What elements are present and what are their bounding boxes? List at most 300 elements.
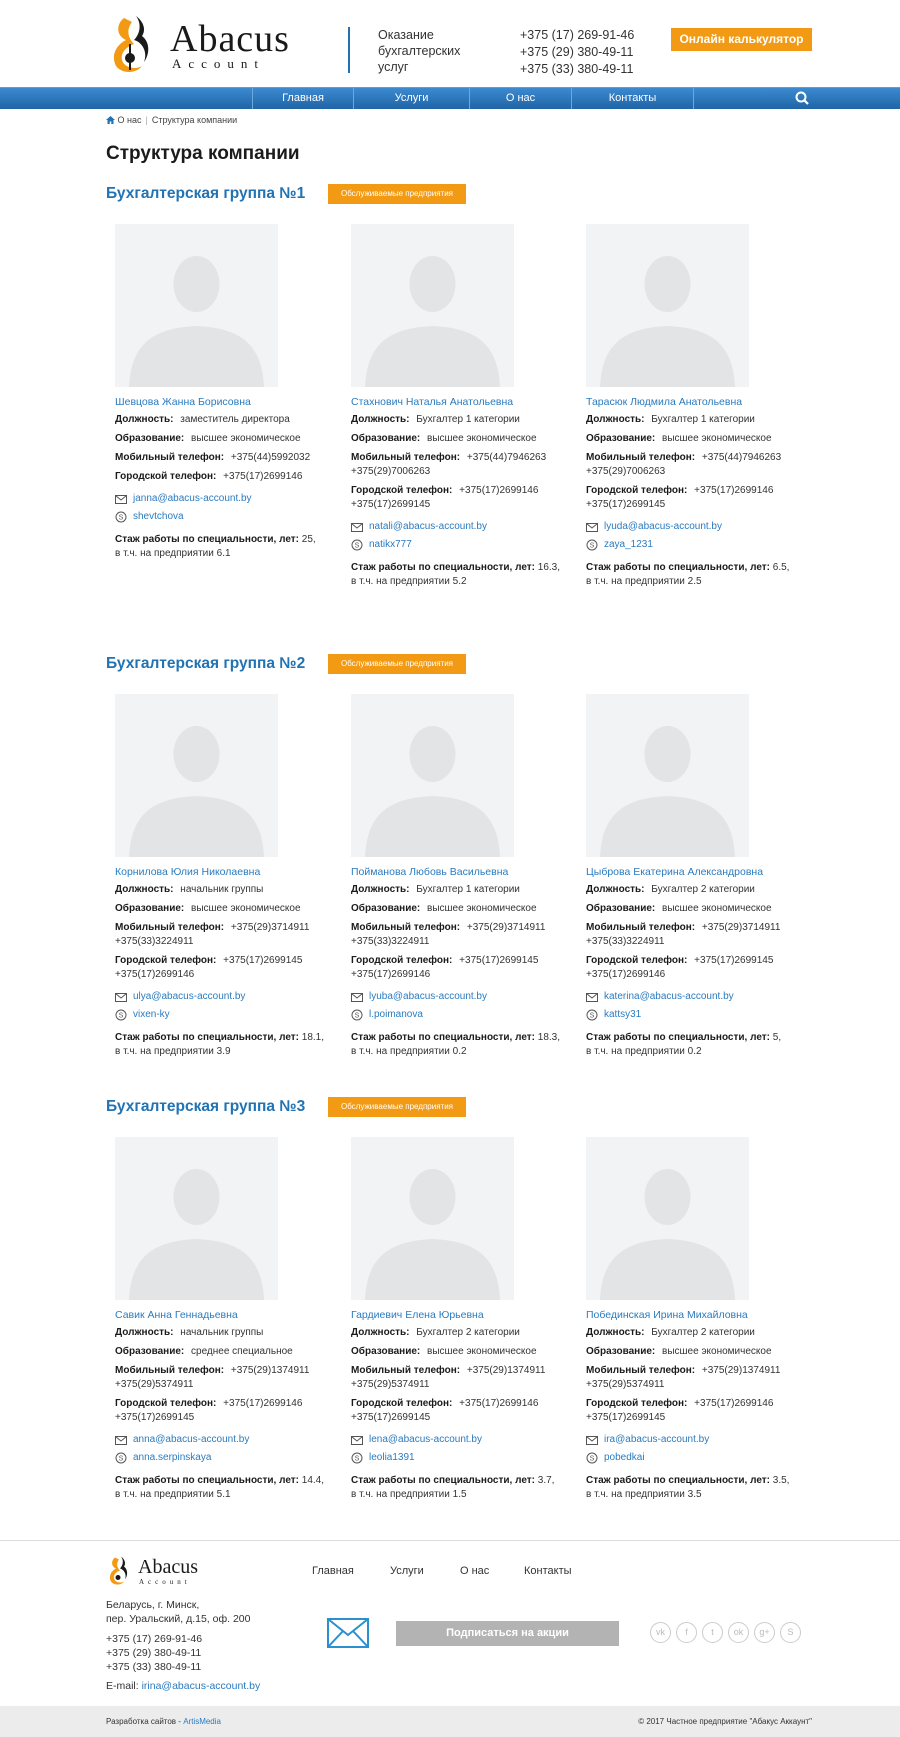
employee-skype[interactable] bbox=[351, 1008, 571, 1022]
experience-company-value: 3.5 bbox=[687, 1489, 702, 1500]
employee-education bbox=[351, 432, 571, 446]
employee-education bbox=[351, 1345, 571, 1359]
skype-link[interactable]: pobedkai bbox=[604, 1452, 645, 1463]
employee-photo bbox=[115, 694, 278, 857]
skype-link[interactable]: natikx777 bbox=[369, 539, 412, 550]
position-label: Должность: bbox=[586, 884, 645, 895]
position-value: Бухгалтер 2 категории bbox=[651, 884, 755, 895]
employee-photo bbox=[586, 224, 749, 387]
experience-label: Стаж работы по специальности, лет: bbox=[351, 562, 535, 573]
avatar-placeholder-icon bbox=[586, 694, 749, 857]
email-link[interactable]: lena@abacus-account.by bbox=[369, 1434, 482, 1445]
employee-card bbox=[351, 224, 571, 589]
employee-email[interactable] bbox=[351, 990, 571, 1004]
employee-city-phone bbox=[586, 484, 806, 512]
facebook-icon[interactable]: f bbox=[676, 1622, 697, 1643]
employee-skype[interactable] bbox=[351, 1451, 571, 1465]
education-value: высшее экономическое bbox=[662, 433, 772, 444]
page-title: Структура компании bbox=[106, 143, 300, 164]
mobile-value: +375(29)3714911 +375(33)3224911 bbox=[586, 922, 781, 947]
position-label: Должность: bbox=[115, 414, 174, 425]
footer-address-line: Беларусь, г. Минск, bbox=[106, 1599, 200, 1611]
employee-city-phone bbox=[115, 954, 335, 982]
employee-position bbox=[351, 1326, 571, 1340]
employee-skype[interactable] bbox=[586, 1008, 806, 1022]
experience-company-value: 6.1 bbox=[216, 548, 231, 559]
email-icon bbox=[351, 1436, 363, 1445]
employee-experience bbox=[115, 1474, 335, 1502]
footer-address-line: пер. Уральский, д.15, оф. 200 bbox=[106, 1613, 251, 1625]
education-value: высшее экономическое bbox=[427, 433, 537, 444]
logo-icon bbox=[106, 14, 166, 76]
svg-text:S: S bbox=[354, 542, 360, 550]
mobile-value: +375(29)3714911 +375(33)3224911 bbox=[115, 922, 310, 947]
employee-experience bbox=[586, 1031, 806, 1059]
education-value: высшее экономическое bbox=[662, 903, 772, 914]
employee-position bbox=[351, 883, 571, 897]
employee-email[interactable] bbox=[586, 1433, 806, 1447]
footer-address bbox=[106, 1598, 250, 1626]
experience-label: Стаж работы по специальности, лет: bbox=[351, 1475, 535, 1486]
city-phone-value: +375(17)2699146 +375(17)2699145 bbox=[586, 1398, 774, 1423]
employee-skype[interactable] bbox=[115, 1008, 335, 1022]
experience-company-value: 5.1 bbox=[216, 1489, 231, 1500]
header-phone[interactable]: +375 (17) 269-91-46 bbox=[520, 28, 635, 42]
experience-value: 6.5, bbox=[772, 562, 790, 573]
avatar-placeholder-icon bbox=[115, 1137, 278, 1300]
header-tagline: Оказание бухгалтерских услуг bbox=[378, 28, 461, 74]
email-link[interactable]: ulya@abacus-account.by bbox=[133, 991, 246, 1002]
employee-education bbox=[351, 902, 571, 916]
employee-name[interactable]: Цыброва Екатерина Александровна bbox=[586, 866, 764, 878]
employee-photo bbox=[351, 694, 514, 857]
breadcrumb-current: Структура компании bbox=[151, 115, 238, 125]
bottom-bar bbox=[0, 1706, 900, 1737]
svg-text:S: S bbox=[589, 1455, 595, 1463]
employee-email[interactable] bbox=[115, 990, 335, 1004]
employee-name[interactable]: Шевцова Жанна Борисовна bbox=[115, 396, 251, 408]
experience-label: Стаж работы по специальности, лет: bbox=[115, 1032, 299, 1043]
employee-name[interactable]: Пойманова Любовь Васильевна bbox=[351, 866, 509, 878]
svg-text:S: S bbox=[118, 514, 124, 522]
experience-label: Стаж работы по специальности, лет: bbox=[351, 1032, 535, 1043]
skype-icon bbox=[115, 1452, 127, 1464]
experience-label: Стаж работы по специальности, лет: bbox=[586, 1032, 770, 1043]
experience-company-label: в т.ч. на предприятии bbox=[586, 1489, 685, 1500]
employee-education bbox=[115, 1345, 335, 1359]
employee-skype[interactable] bbox=[586, 1451, 806, 1465]
employee-position bbox=[586, 883, 806, 897]
developer-credit bbox=[106, 1717, 221, 1726]
mobile-value: +375(44)5992032 bbox=[230, 452, 311, 463]
skype-icon bbox=[351, 1452, 363, 1464]
svg-text:S: S bbox=[118, 1012, 124, 1020]
employee-skype[interactable] bbox=[115, 1451, 335, 1465]
employee-experience bbox=[586, 561, 806, 589]
email-link[interactable]: katerina@abacus-account.by bbox=[604, 991, 734, 1002]
experience-label: Стаж работы по специальности, лет: bbox=[586, 1475, 770, 1486]
position-label: Должность: bbox=[351, 414, 410, 425]
experience-value: 14.4, bbox=[301, 1475, 325, 1486]
experience-company-label: в т.ч. на предприятии bbox=[586, 576, 685, 587]
footer-logo-text: Abacus bbox=[138, 1556, 198, 1578]
skype-icon bbox=[115, 1009, 127, 1021]
footer-email-label: E-mail: bbox=[106, 1680, 139, 1692]
footer-logo[interactable] bbox=[106, 1553, 216, 1589]
position-value: Бухгалтер 2 категории bbox=[651, 1327, 755, 1338]
employee-photo bbox=[586, 1137, 749, 1300]
education-label: Образование: bbox=[351, 1346, 421, 1357]
city-phone-value: +375(17)2699146 +375(17)2699145 bbox=[115, 1398, 303, 1423]
email-link[interactable]: lyuda@abacus-account.by bbox=[604, 521, 722, 532]
employee-position bbox=[115, 883, 335, 897]
education-label: Образование: bbox=[586, 433, 656, 444]
employee-skype[interactable] bbox=[586, 538, 806, 552]
header-phone[interactable]: +375 (33) 380-49-11 bbox=[520, 62, 634, 76]
employee-experience bbox=[115, 1031, 335, 1059]
employee-mobile bbox=[586, 921, 806, 949]
employee-skype[interactable] bbox=[115, 510, 335, 524]
employee-card bbox=[351, 1137, 571, 1502]
experience-company-label: в т.ч. на предприятии bbox=[351, 576, 450, 587]
position-label: Должность: bbox=[351, 884, 410, 895]
skype-icon bbox=[586, 1009, 598, 1021]
employee-card bbox=[115, 1137, 335, 1502]
breadcrumb-separator: | bbox=[145, 115, 148, 125]
experience-company-label: в т.ч. на предприятии bbox=[351, 1046, 450, 1057]
experience-value: 16.3, bbox=[537, 562, 561, 573]
developer-link[interactable]: ArtisMedia bbox=[183, 1717, 221, 1726]
svg-text:S: S bbox=[354, 1455, 360, 1463]
skype-link[interactable]: vixen-ky bbox=[133, 1009, 170, 1020]
education-label: Образование: bbox=[351, 433, 421, 444]
education-label: Образование: bbox=[586, 1346, 656, 1357]
position-value: начальник группы bbox=[180, 1327, 264, 1338]
skype-icon bbox=[586, 539, 598, 551]
employee-photo bbox=[351, 224, 514, 387]
employee-card bbox=[115, 224, 335, 561]
email-icon bbox=[586, 1436, 598, 1445]
mobile-label: Мобильный телефон: bbox=[586, 922, 696, 933]
position-value: Бухгалтер 1 категории bbox=[416, 414, 520, 425]
vk-icon[interactable]: vk bbox=[650, 1622, 671, 1643]
avatar-placeholder-icon bbox=[351, 224, 514, 387]
envelope-icon bbox=[327, 1618, 369, 1648]
footer-nav-services[interactable]: Услуги bbox=[390, 1565, 424, 1577]
mobile-label: Мобильный телефон: bbox=[351, 452, 461, 463]
skype-icon bbox=[351, 539, 363, 551]
mobile-value: +375(29)1374911 +375(29)5374911 bbox=[586, 1365, 781, 1390]
employee-position bbox=[115, 413, 335, 427]
city-phone-label: Городской телефон: bbox=[351, 485, 453, 496]
footer-nav-about[interactable]: О нас bbox=[460, 1565, 490, 1577]
breadcrumb-about-link[interactable]: О нас bbox=[117, 115, 142, 125]
main-nav bbox=[0, 87, 900, 109]
mobile-label: Мобильный телефон: bbox=[351, 1365, 461, 1376]
city-phone-value: +375(17)2699145 +375(17)2699146 bbox=[586, 955, 774, 980]
nav-item-about[interactable]: О нас bbox=[470, 88, 572, 109]
svg-text:S: S bbox=[118, 1455, 124, 1463]
footer-email-link[interactable]: irina@abacus-account.by bbox=[141, 1680, 261, 1692]
odnoklassniki-icon[interactable]: ok bbox=[728, 1622, 749, 1643]
logo-subtitle: Account bbox=[172, 56, 266, 71]
email-link[interactable]: natali@abacus-account.by bbox=[369, 521, 487, 532]
avatar-placeholder-icon bbox=[115, 694, 278, 857]
employee-mobile bbox=[586, 451, 806, 479]
skype-link[interactable]: zaya_1231 bbox=[604, 539, 653, 550]
position-label: Должность: bbox=[351, 1327, 410, 1338]
developer-label: Разработка сайтов - bbox=[106, 1717, 181, 1726]
served-companies-button[interactable]: Обслуживаемые предприятия bbox=[328, 184, 466, 204]
served-companies-button[interactable]: Обслуживаемые предприятия bbox=[328, 1097, 466, 1117]
header bbox=[0, 0, 900, 87]
employee-city-phone bbox=[115, 470, 335, 484]
search-icon[interactable] bbox=[795, 91, 809, 105]
logo-text: Abacus bbox=[170, 18, 290, 60]
mobile-label: Мобильный телефон: bbox=[115, 452, 225, 463]
employee-education bbox=[586, 902, 806, 916]
employee-name[interactable]: Корнилова Юлия Николаевна bbox=[115, 866, 261, 878]
experience-company-label: в т.ч. на предприятии bbox=[115, 1489, 214, 1500]
education-value: высшее экономическое bbox=[427, 903, 537, 914]
experience-value: 18.3, bbox=[537, 1032, 561, 1043]
footer-phones bbox=[106, 1632, 202, 1674]
footer-email bbox=[106, 1680, 260, 1692]
mobile-value: +375(44)7946263 +375(29)7006263 bbox=[351, 452, 547, 477]
employee-city-phone bbox=[586, 954, 806, 982]
city-phone-value: +375(17)2699146 +375(17)2699145 bbox=[351, 485, 539, 510]
employee-email[interactable] bbox=[351, 520, 571, 534]
footer-phone[interactable]: +375 (17) 269-91-46 bbox=[106, 1633, 203, 1645]
copyright: © 2017 Частное предприятие "Абакус Аккаунт" bbox=[638, 1717, 812, 1726]
subscribe-button[interactable]: Подписаться на акции bbox=[396, 1621, 619, 1646]
group-title: Бухгалтерская группа №1 bbox=[106, 185, 306, 202]
position-value: Бухгалтер 2 категории bbox=[416, 1327, 520, 1338]
mobile-value: +375(29)1374911 +375(29)5374911 bbox=[115, 1365, 310, 1390]
footer-logo-icon bbox=[106, 1553, 136, 1589]
header-phone[interactable]: +375 (29) 380-49-11 bbox=[520, 45, 634, 59]
svg-text:S: S bbox=[589, 1012, 595, 1020]
mobile-label: Мобильный телефон: bbox=[115, 922, 225, 933]
mobile-label: Мобильный телефон: bbox=[586, 452, 696, 463]
city-phone-label: Городской телефон: bbox=[586, 955, 688, 966]
svg-text:S: S bbox=[354, 1012, 360, 1020]
employee-email[interactable] bbox=[115, 492, 335, 506]
experience-company-label: в т.ч. на предприятии bbox=[586, 1046, 685, 1057]
employee-name[interactable]: Тарасюк Людмила Анатольевна bbox=[586, 396, 743, 408]
employee-photo bbox=[115, 224, 278, 387]
nav-item-contacts[interactable]: Контакты bbox=[572, 88, 694, 109]
experience-value: 18.1, bbox=[301, 1032, 325, 1043]
city-phone-label: Городской телефон: bbox=[351, 1398, 453, 1409]
employee-city-phone bbox=[115, 1397, 335, 1425]
email-icon bbox=[351, 993, 363, 1002]
experience-label: Стаж работы по специальности, лет: bbox=[115, 534, 299, 545]
experience-company-value: 2.5 bbox=[687, 576, 702, 587]
header-divider bbox=[348, 27, 350, 73]
employee-email[interactable] bbox=[586, 990, 806, 1004]
experience-company-value: 3.9 bbox=[216, 1046, 231, 1057]
mobile-value: +375(29)1374911 +375(29)5374911 bbox=[351, 1365, 546, 1390]
email-icon bbox=[586, 523, 598, 532]
education-value: высшее экономическое bbox=[662, 1346, 772, 1357]
city-phone-label: Городской телефон: bbox=[115, 1398, 217, 1409]
served-companies-button[interactable]: Обслуживаемые предприятия bbox=[328, 654, 466, 674]
employee-position bbox=[586, 1326, 806, 1340]
position-value: Бухгалтер 1 категории bbox=[416, 884, 520, 895]
employee-photo bbox=[115, 1137, 278, 1300]
email-link[interactable]: janna@abacus-account.by bbox=[133, 493, 252, 504]
employee-position bbox=[351, 413, 571, 427]
email-link[interactable]: lyuba@abacus-account.by bbox=[369, 991, 487, 1002]
employee-card bbox=[586, 694, 806, 1059]
avatar-placeholder-icon bbox=[586, 224, 749, 387]
footer-divider bbox=[0, 1540, 900, 1541]
education-label: Образование: bbox=[115, 433, 185, 444]
avatar-placeholder-icon bbox=[586, 1137, 749, 1300]
employee-email[interactable] bbox=[351, 1433, 571, 1447]
education-value: высшее экономическое bbox=[427, 1346, 537, 1357]
footer-phone[interactable]: +375 (29) 380-49-11 bbox=[106, 1647, 202, 1659]
education-label: Образование: bbox=[115, 903, 185, 914]
employee-city-phone bbox=[351, 954, 571, 982]
education-label: Образование: bbox=[351, 903, 421, 914]
employee-mobile bbox=[351, 921, 571, 949]
employee-education bbox=[586, 432, 806, 446]
employee-name[interactable]: Побединская Ирина Михайловна bbox=[586, 1309, 748, 1321]
skype-link[interactable]: anna.serpinskaya bbox=[133, 1452, 212, 1463]
nav-item-home[interactable]: Главная bbox=[252, 88, 354, 109]
group-title: Бухгалтерская группа №2 bbox=[106, 655, 306, 672]
employee-experience bbox=[115, 533, 335, 561]
footer-nav-contacts[interactable]: Контакты bbox=[524, 1565, 572, 1577]
logo[interactable] bbox=[106, 14, 306, 76]
skype-icon[interactable]: S bbox=[780, 1622, 801, 1643]
email-icon bbox=[115, 1436, 127, 1445]
position-label: Должность: bbox=[586, 414, 645, 425]
employee-card bbox=[115, 694, 335, 1059]
avatar-placeholder-icon bbox=[351, 1137, 514, 1300]
position-value: начальник группы bbox=[180, 884, 264, 895]
employee-email[interactable] bbox=[115, 1433, 335, 1447]
mobile-label: Мобильный телефон: bbox=[115, 1365, 225, 1376]
employee-experience bbox=[586, 1474, 806, 1502]
experience-value: 5, bbox=[772, 1032, 782, 1043]
experience-value: 3.7, bbox=[537, 1475, 555, 1486]
footer-nav-home[interactable]: Главная bbox=[312, 1565, 354, 1577]
employee-position bbox=[586, 413, 806, 427]
city-phone-value: +375(17)2699145 +375(17)2699146 bbox=[351, 955, 539, 980]
education-label: Образование: bbox=[115, 1346, 185, 1357]
nav-item-services[interactable]: Услуги bbox=[354, 88, 470, 109]
experience-company-value: 0.2 bbox=[452, 1046, 467, 1057]
header-phones bbox=[520, 27, 634, 78]
employee-photo bbox=[351, 1137, 514, 1300]
skype-link[interactable]: shevtchova bbox=[133, 511, 184, 522]
skype-link[interactable]: leolia1391 bbox=[369, 1452, 415, 1463]
skype-icon bbox=[586, 1452, 598, 1464]
experience-company-label: в т.ч. на предприятии bbox=[115, 1046, 214, 1057]
position-label: Должность: bbox=[586, 1327, 645, 1338]
online-calculator-button[interactable]: Онлайн калькулятор bbox=[671, 28, 812, 51]
social-links bbox=[650, 1622, 806, 1643]
mobile-value: +375(44)7946263 +375(29)7006263 bbox=[586, 452, 782, 477]
employee-mobile bbox=[351, 1364, 571, 1392]
experience-company-label: в т.ч. на предприятии bbox=[351, 1489, 450, 1500]
city-phone-label: Городской телефон: bbox=[586, 485, 688, 496]
education-label: Образование: bbox=[586, 903, 656, 914]
city-phone-label: Городской телефон: bbox=[115, 955, 217, 966]
employee-name[interactable]: Стахнович Наталья Анатольевна bbox=[351, 396, 514, 408]
employee-city-phone bbox=[351, 1397, 571, 1425]
employee-photo bbox=[586, 694, 749, 857]
city-phone-value: +375(17)2699146 +375(17)2699145 bbox=[586, 485, 774, 510]
education-value: высшее экономическое bbox=[191, 903, 301, 914]
group-title: Бухгалтерская группа №3 bbox=[106, 1098, 306, 1115]
email-icon bbox=[351, 523, 363, 532]
skype-link[interactable]: kattsy31 bbox=[604, 1009, 642, 1020]
footer-logo-subtitle: Account bbox=[139, 1578, 191, 1586]
skype-link[interactable]: l.poimanova bbox=[369, 1009, 423, 1020]
employee-city-phone bbox=[586, 1397, 806, 1425]
experience-company-value: 5.2 bbox=[452, 576, 467, 587]
city-phone-value: +375(17)2699145 +375(17)2699146 bbox=[115, 955, 303, 980]
mobile-label: Мобильный телефон: bbox=[586, 1365, 696, 1376]
position-value: Бухгалтер 1 категории bbox=[651, 414, 755, 425]
experience-value: 3.5, bbox=[772, 1475, 790, 1486]
twitter-icon[interactable]: t bbox=[702, 1622, 723, 1643]
city-phone-value: +375(17)2699146 bbox=[223, 471, 303, 482]
svg-text:S: S bbox=[589, 542, 595, 550]
experience-company-value: 1.5 bbox=[452, 1489, 467, 1500]
email-icon bbox=[115, 993, 127, 1002]
employee-mobile bbox=[586, 1364, 806, 1392]
skype-icon bbox=[351, 1009, 363, 1021]
employee-name[interactable]: Гардиевич Елена Юрьевна bbox=[351, 1309, 484, 1321]
google-plus-icon[interactable]: g+ bbox=[754, 1622, 775, 1643]
experience-label: Стаж работы по специальности, лет: bbox=[586, 562, 770, 573]
employee-card bbox=[351, 694, 571, 1059]
mobile-value: +375(29)3714911 +375(33)3224911 bbox=[351, 922, 546, 947]
employee-education bbox=[115, 432, 335, 446]
position-label: Должность: bbox=[115, 1327, 174, 1338]
city-phone-label: Городской телефон: bbox=[115, 471, 217, 482]
experience-company-value: 0.2 bbox=[687, 1046, 702, 1057]
city-phone-label: Городской телефон: bbox=[351, 955, 453, 966]
email-link[interactable]: ira@abacus-account.by bbox=[604, 1434, 710, 1445]
employee-experience bbox=[351, 561, 571, 589]
employee-name[interactable]: Савик Анна Геннадьевна bbox=[115, 1309, 238, 1321]
employee-mobile bbox=[115, 451, 335, 465]
avatar-placeholder-icon bbox=[351, 694, 514, 857]
employee-mobile bbox=[351, 451, 571, 479]
city-phone-label: Городской телефон: bbox=[586, 1398, 688, 1409]
footer-phone[interactable]: +375 (33) 380-49-11 bbox=[106, 1661, 202, 1673]
email-link[interactable]: anna@abacus-account.by bbox=[133, 1434, 250, 1445]
mobile-label: Мобильный телефон: bbox=[351, 922, 461, 933]
employee-education bbox=[115, 902, 335, 916]
employee-experience bbox=[351, 1031, 571, 1059]
employee-mobile bbox=[115, 921, 335, 949]
education-value: высшее экономическое bbox=[191, 433, 301, 444]
employee-email[interactable] bbox=[586, 520, 806, 534]
education-value: среднее специальное bbox=[191, 1346, 293, 1357]
employee-skype[interactable] bbox=[351, 538, 571, 552]
home-icon[interactable] bbox=[106, 116, 115, 124]
employee-card bbox=[586, 1137, 806, 1502]
breadcrumb bbox=[106, 115, 237, 125]
email-icon bbox=[115, 495, 127, 504]
